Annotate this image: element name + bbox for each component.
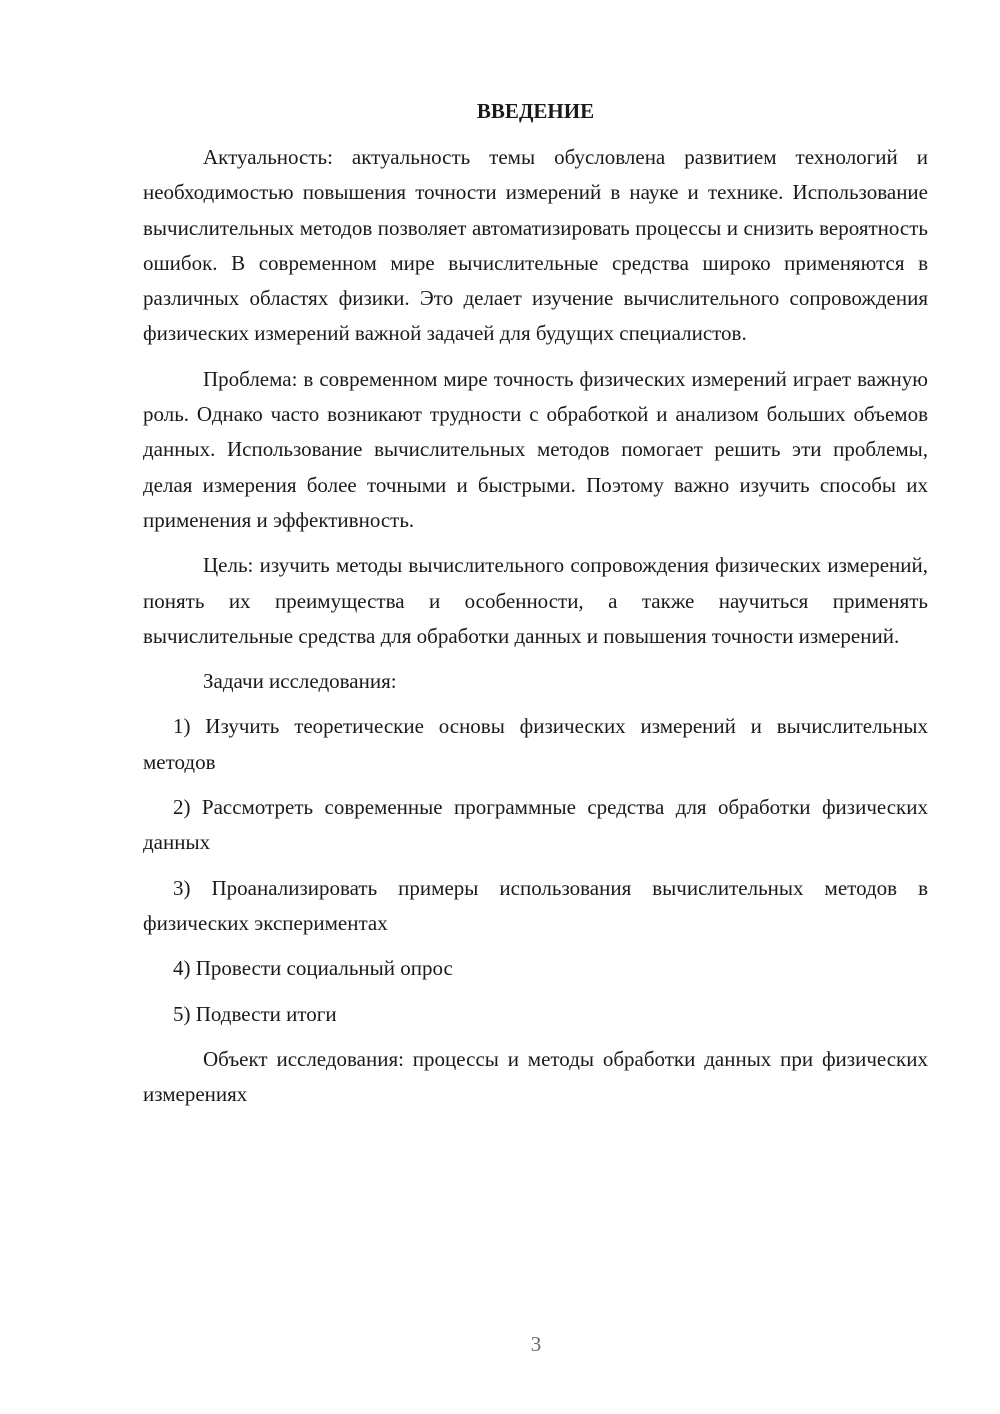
page-content — [143, 96, 928, 1122]
paragraph-object: Объект исследования: процессы и методы обработки данных при физических измерениях — [143, 1046, 928, 1107]
task-item-5: 5) Подвести итоги — [173, 1001, 337, 1026]
task-item-2: 2) Рассмотреть современные программные средства для обработки физических данных — [143, 795, 928, 855]
paragraph-relevance: Актуальность: актуальность темы обусловлена развитием технологий и необходимостью повышения точности измерений в науке и технике. Использование вычислительных методов позволяет автоматизировать процессы и снизить вероятность ошибок. В современном мире вычислительные средства широко применяются в различных областях физики. Это делает изучение вычислительного сопровождения физических измерений важной задачей для будущих специалистов. — [143, 145, 928, 346]
paragraph-goal: Цель: изучить методы вычислительного сопровождения физических измерений, понять их преимущества и особенности, а также научиться применять вычислительные средства для обработки данных и повышения точности измерений. — [143, 553, 928, 648]
task-item-4: 4) Провести социальный опрос — [173, 956, 453, 981]
tasks-heading: Задачи исследования: — [203, 669, 397, 694]
paragraph-problem: Проблема: в современном мире точность физических измерений играет важную роль. Однако часто возникают трудности с обработкой и анализом больших объемов данных. Использование вычислительных методов помогает решить эти проблемы, делая измерения более точными и быстрыми. Поэтому важно изучить способы их применения и эффективность. — [143, 366, 928, 532]
task-item-3: 3) Проанализировать примеры использования вычислительных методов в физических экспериментах — [143, 875, 928, 935]
task-item-1: 1) Изучить теоретические основы физических измерений и вычислительных методов — [143, 714, 928, 774]
page-number: 3 — [530, 1332, 542, 1356]
page-heading: ВВЕДЕНИЕ — [476, 99, 595, 123]
